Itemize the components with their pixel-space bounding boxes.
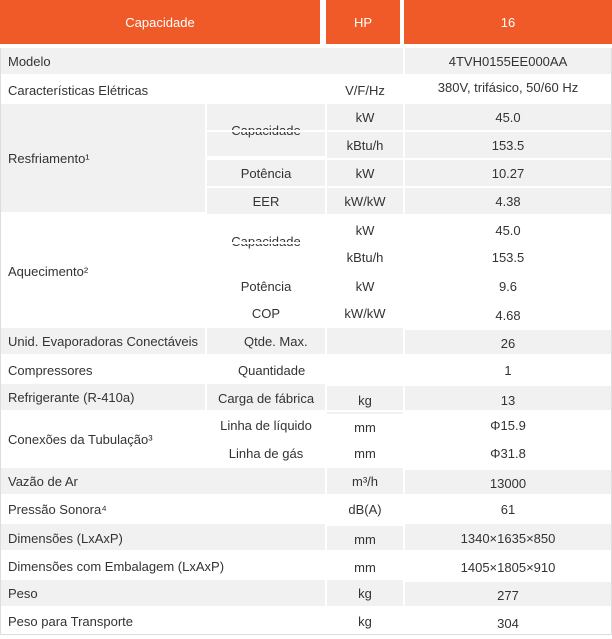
resfriamento-cap-kw-unit: kW xyxy=(326,104,404,130)
row-eletricas-unit: V/F/Hz xyxy=(326,76,404,104)
aquecimento-cap-kbtu-unit: kBtu/h xyxy=(326,244,404,270)
row-modelo-label: Modelo xyxy=(0,48,404,74)
resfriamento-cap-kbtu-unit: kBtu/h xyxy=(326,130,404,160)
row-peso-transp-label: Peso para Transporte xyxy=(0,608,326,634)
row-compressores-label: Compressores xyxy=(0,356,206,384)
row-vazao-unit: m³/h xyxy=(326,468,404,494)
header-hp: HP xyxy=(326,0,400,44)
row-peso-unit: kg xyxy=(326,580,404,606)
row-modelo-value: 4TVH0155EE000AA xyxy=(404,48,612,74)
resfriamento-potencia-label: Potência xyxy=(206,160,326,186)
row-pressao-label: Pressão Sonora⁴ xyxy=(0,496,326,522)
row-vazao-value: 13000 xyxy=(404,470,612,496)
row-refrigerante-label: Refrigerante (R-410a) xyxy=(0,384,206,410)
aquecimento-potencia-label: Potência xyxy=(206,272,326,300)
row-refrigerante-value: 13 xyxy=(404,386,612,414)
row-peso-value: 277 xyxy=(404,582,612,608)
row-peso-label: Peso xyxy=(0,580,326,606)
conexoes-gas-unit: mm xyxy=(326,440,404,466)
aquecimento-capacidade-label: Capacidade xyxy=(206,216,326,266)
aquecimento-cop-unit: kW/kW xyxy=(326,300,404,326)
resfriamento-capacidade-label: Capacidade xyxy=(206,104,326,156)
conexoes-liquido-unit: mm xyxy=(326,414,404,440)
row-eletricas-value: 380V, trifásico, 50/60 Hz xyxy=(404,76,612,98)
header-model-hp: 16 xyxy=(404,0,612,44)
row-resfriamento-label: Resfriamento¹ xyxy=(0,104,206,212)
resfriamento-eer-label: EER xyxy=(206,188,326,214)
resfriamento-eer-value: 4.38 xyxy=(404,188,612,214)
row-peso-transp-unit: kg xyxy=(326,608,404,634)
row-conexoes-label: Conexões da Tubulação³ xyxy=(0,412,206,466)
aquecimento-cop-value: 4.68 xyxy=(404,302,612,328)
conexoes-gas-label: Linha de gás xyxy=(206,440,326,466)
row-refrigerante-unit: kg xyxy=(326,386,404,414)
row-unid-evap-value: 26 xyxy=(404,330,612,356)
aquecimento-potencia-unit: kW xyxy=(326,272,404,300)
row-dimensoes-unit: mm xyxy=(326,526,404,552)
resfriamento-potencia-unit: kW xyxy=(326,160,404,186)
aquecimento-cap-kw-value: 45.0 xyxy=(404,216,612,244)
header-capacidade: Capacidade xyxy=(0,0,320,44)
row-peso-transp-value: 304 xyxy=(404,610,612,636)
resfriamento-cap-kbtu-value: 153.5 xyxy=(404,130,612,160)
aquecimento-potencia-value: 9.6 xyxy=(404,272,612,300)
resfriamento-eer-unit: kW/kW xyxy=(326,188,404,214)
row-aquecimento-label: Aquecimento² xyxy=(0,216,206,326)
resfriamento-cap-kw-value: 45.0 xyxy=(404,104,612,130)
row-pressao-unit: dB(A) xyxy=(326,496,404,522)
row-dimensoes-value: 1340×1635×850 xyxy=(404,524,612,552)
row-pressao-value: 61 xyxy=(404,496,612,522)
aquecimento-cop-label: COP xyxy=(206,300,326,326)
row-compressores-value: 1 xyxy=(404,356,612,384)
row-dimensoes-label: Dimensões (LxAxP) xyxy=(0,524,326,552)
conexoes-gas-value: Φ31.8 xyxy=(404,440,612,466)
row-unid-evap-sub: Qtde. Max. xyxy=(206,328,404,354)
row-dim-emb-label: Dimensões com Embalagem (LxAxP) xyxy=(0,552,326,580)
row-dim-emb-unit: mm xyxy=(326,554,404,580)
aquecimento-cap-kw-unit: kW xyxy=(326,216,404,244)
conexoes-liquido-label: Linha de líquido xyxy=(206,412,326,438)
row-dim-emb-value: 1405×1805×910 xyxy=(404,554,612,580)
row-refrigerante-sub: Carga de fábrica xyxy=(206,384,326,412)
row-vazao-label: Vazão de Ar xyxy=(0,468,326,494)
conexoes-liquido-value: Φ15.9 xyxy=(404,412,612,438)
aquecimento-cap-kbtu-value: 153.5 xyxy=(404,244,612,270)
row-unid-evap-label: Unid. Evaporadoras Conectáveis xyxy=(0,328,206,354)
row-eletricas-label: Características Elétricas xyxy=(0,76,326,104)
resfriamento-potencia-value: 10.27 xyxy=(404,160,612,186)
row-compressores-sub: Quantidade xyxy=(206,356,404,384)
